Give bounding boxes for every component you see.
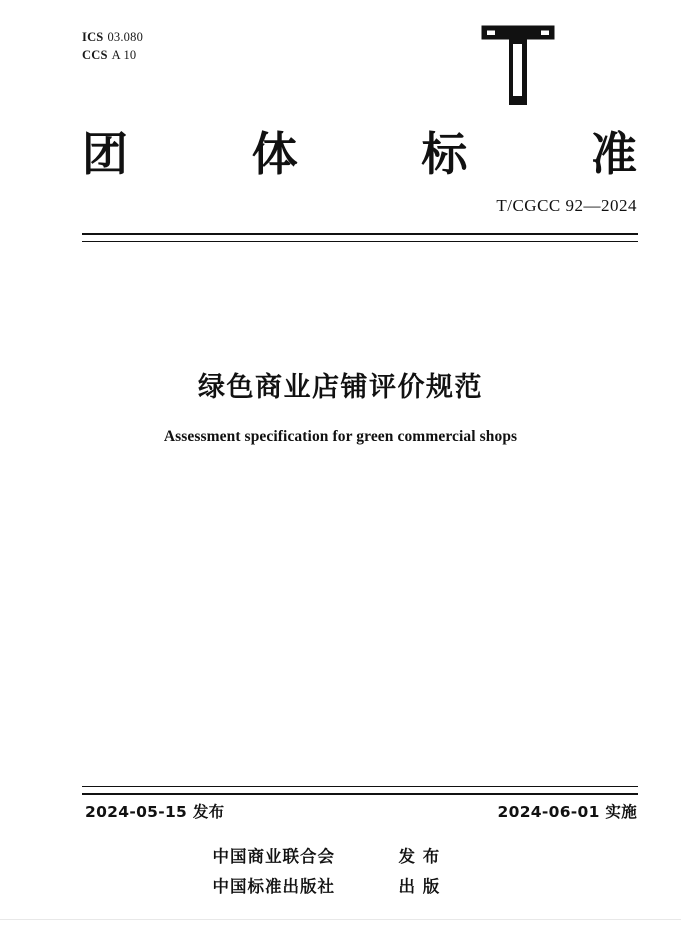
page-subtitle-english: Assessment specification for green commercial shops bbox=[163, 428, 518, 445]
standard-number: T/CGCC 92—2024 bbox=[496, 196, 637, 215]
banner-tuantibiaozhun bbox=[82, 118, 638, 184]
issue-date: 2024-05-15 发布 bbox=[85, 803, 225, 821]
banner-char-2: 体 bbox=[251, 127, 299, 181]
banner-char-4: 准 bbox=[590, 127, 638, 181]
banner-char-1: 团 bbox=[82, 127, 129, 181]
ccs-code-value: A 10 bbox=[111, 48, 137, 63]
ics-code-line bbox=[82, 28, 143, 46]
ics-code-key: ICS bbox=[82, 30, 104, 44]
banner-char-3: 标 bbox=[421, 127, 469, 181]
header-rule-thick bbox=[82, 233, 638, 235]
footer-rule-thin bbox=[82, 786, 638, 787]
publisher-organization: 中国标准出版社 bbox=[212, 877, 335, 896]
publisher-action: 出 版 bbox=[398, 877, 441, 896]
ccs-code-line bbox=[82, 46, 143, 64]
publisher-row bbox=[213, 843, 469, 867]
ccs-code-key: CCS bbox=[82, 48, 108, 63]
t-logo-icon bbox=[478, 22, 558, 107]
ics-code-value: 03.080 bbox=[107, 30, 144, 44]
classification-codes bbox=[82, 28, 143, 64]
publisher-row bbox=[213, 873, 469, 897]
publisher-action: 发 布 bbox=[398, 847, 441, 866]
publisher-organization: 中国商业联合会 bbox=[212, 847, 335, 866]
header-rule-thin bbox=[82, 241, 638, 242]
page-title: 绿色商业店铺评价规范 bbox=[198, 372, 483, 403]
footer-rule-thick bbox=[82, 793, 638, 795]
publisher-block bbox=[0, 843, 681, 897]
page-edge bbox=[0, 919, 681, 926]
implementation-date: 2024-06-01 实施 bbox=[497, 803, 637, 821]
